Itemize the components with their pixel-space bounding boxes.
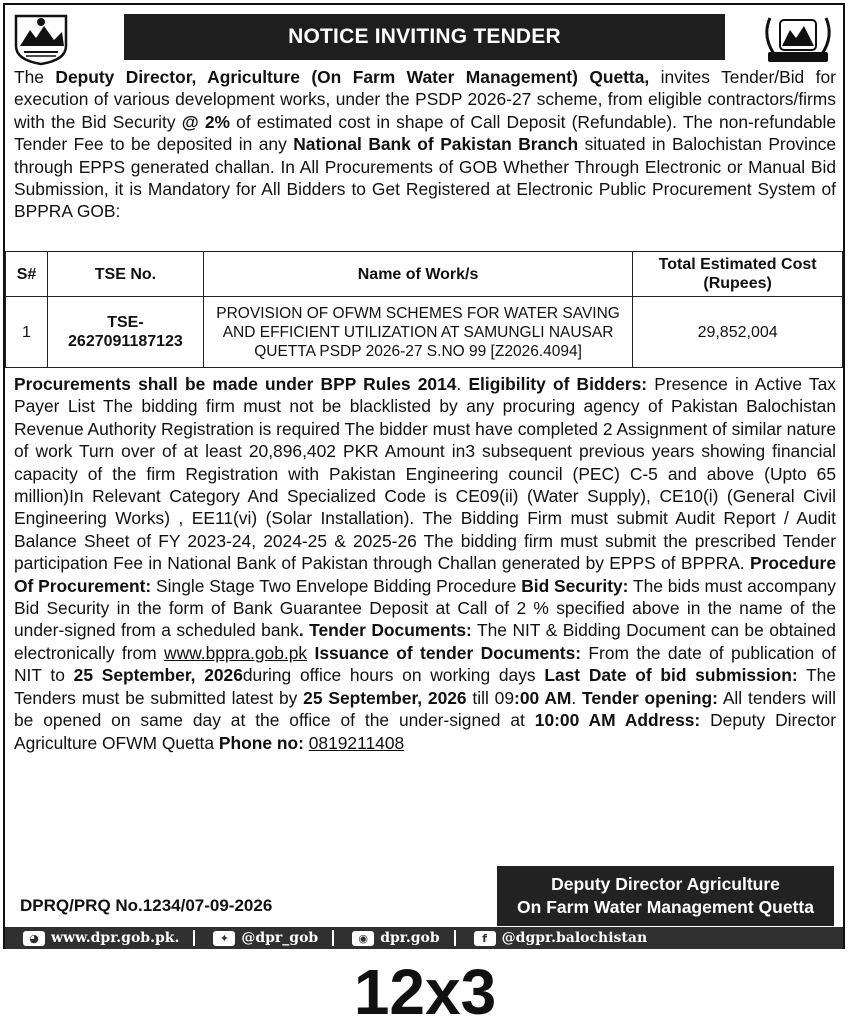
row-tse-no: TSE- 2627091187123 [47,297,203,368]
text-run: till 09 [466,687,515,708]
text-run: situated in Balochistan Province through EPPS generated challan. In All Procurements of GOB Whether Through Electronic or Manual Bid Submission, it is Mandatory for All Bidders to Get Registered at Electronic Public Procurement System of BPPRA GOB: [14,134,836,222]
text-run: The bids must accompany Bid Security in the form of Bank Guarantee Deposit at Call of 2 % specified above in the name of the under-signed from a scheduled bank [14,575,836,641]
footer-bar [5,927,843,949]
footer-facebook-label: @dgpr.balochistan [501,930,648,946]
balochistan-emblem-icon [12,10,70,66]
header-name-of-work: Name of Work/s [203,252,632,297]
row-work-name: PROVISION OF OFWM SCHEMES FOR WATER SAVING AND EFFICIENT UTILIZATION AT SAMUNGLI NAUSAR QUETTA PSDP 2026-27 S.NO 99 [Z2026.4094] [203,297,632,368]
footer-twitter[interactable] [213,930,318,946]
text-run: All tenders will be opened on same day at the office of the under-signed at [14,687,836,731]
bold-text-run: 25 September, 2026 [303,687,467,708]
works-table [5,251,843,368]
bold-text-run: Deputy Director, Agriculture (On Farm Water Management) Quetta, [55,67,650,87]
footer-facebook[interactable] [474,930,647,946]
text-run: . [456,374,469,394]
footer-divider [454,930,456,946]
text-run: of estimated cost in shape of Call Deposit (Refundable). The non-refundable Tender Fee to be deposited in any [14,111,836,155]
text-run: The NIT & Bidding Document can be obtained electronically from [14,620,836,663]
conditions-paragraph [14,373,836,754]
row-estimated-cost: 29,852,004 [633,297,843,368]
header-sn: S# [6,252,48,297]
reference-number: DPRQ/PRQ No.1234/07-09-2026 [20,896,273,915]
bold-text-run: Tender opening: [582,687,718,708]
bold-text-run: . Tender Documents: [298,620,472,641]
text-run: . [571,687,583,708]
notice-title: NOTICE INVITING TENDER [124,14,725,60]
text-run: Single Stage Two Envelope Bidding Procedure [151,575,522,596]
header-tse-no: TSE No. [47,252,203,297]
text-run: during office hours on working days [242,665,545,686]
bold-text-run: Procedure Of Procurement: [14,553,836,596]
bold-text-run: @ 2% [181,111,230,132]
facebook-icon: f [474,931,496,946]
bold-text-run: Bid Security: [521,575,629,596]
header-total-estimated-cost: Total Estimated Cost (Rupees) [633,252,843,297]
signatory-office: On Farm Water Management Quetta [517,897,814,917]
footer-twitter-label: @dpr_gob [241,930,319,946]
footer-divider [193,930,195,946]
link-text[interactable]: 0819211408 [308,732,405,753]
signatory-title: Deputy Director Agriculture [551,874,780,894]
bold-text-run: Last Date of bid submission: [544,665,798,686]
bold-text-run: National Bank of Pakistan Branch [293,134,579,155]
text-run: Deputy Director Agriculture OFWM Quetta [14,710,836,753]
footer-divider [332,930,334,946]
footer-website-label: www.dpr.gob.pk. [51,930,180,946]
bold-text-run: Issuance of tender Documents: [314,642,582,663]
bold-text-run: 10:00 AM Address: [534,710,701,731]
footer-website[interactable] [23,930,179,946]
table-header-row [6,252,843,297]
ad-size-label: 12x3 [353,956,497,1028]
text-run: From the date of publication of NIT to [14,642,836,686]
bold-text-run: Procurements shall be made under BPP Rules 2014 [14,374,457,394]
bold-text-run: Eligibility of Bidders: [468,374,648,394]
bold-text-run: Phone no: [218,732,304,753]
text-run: The [14,67,56,87]
twitter-icon: ✦ [213,931,235,946]
text-run: invites Tender/Bid for execution of various development works, under the PSDP 2026-27 scheme, from eligible contractors/firms with the Bid Security [14,67,836,132]
globe-icon: ◕ [23,931,45,946]
department-seal-icon [760,10,836,66]
table-row [6,297,843,368]
link-text[interactable]: www.bppra.gob.pk [164,642,308,663]
bold-text-run: :00 AM [514,687,572,708]
row-sn: 1 [6,297,48,368]
intro-paragraph [14,66,836,223]
text-run: The Tenders must be submitted latest by [14,665,836,708]
text-run: Presence in Active Tax Payer List The bidding firm must not be blacklisted by any procuring agency of Pakistan Balochistan Revenue Authority Registration is required The bidder must have completed 2 Assignment of similar nature of work Turn over of at least 20,896,402 PKR Amount in3 subsequent previous years showing financial capacity of the firm Registration with Pakistan Engineering council (PEC) C-5 and above (Upto 65 million)In Relevant Category And Specialized Code is CE09(ii) (Water Supply), CE10(i) (General Civil Engineering Works) , EE11(vi) (Solar Installation). The Bidding Firm must submit Audit Report / Audit Balance Sheet of FY 2023-24, 2024-25 & 2025-26 The bidding firm must submit the prescribed Tender participation Fee in National Bank of Pakistan through Challan generated by EPPS of BPPRA. [14,374,836,574]
bold-text-run: 25 September, 2026 [73,665,243,686]
footer-instagram-label: dpr.gob [380,930,440,946]
signatory-block [497,866,834,926]
footer-instagram[interactable] [352,930,439,946]
instagram-icon: ◉ [352,931,374,946]
